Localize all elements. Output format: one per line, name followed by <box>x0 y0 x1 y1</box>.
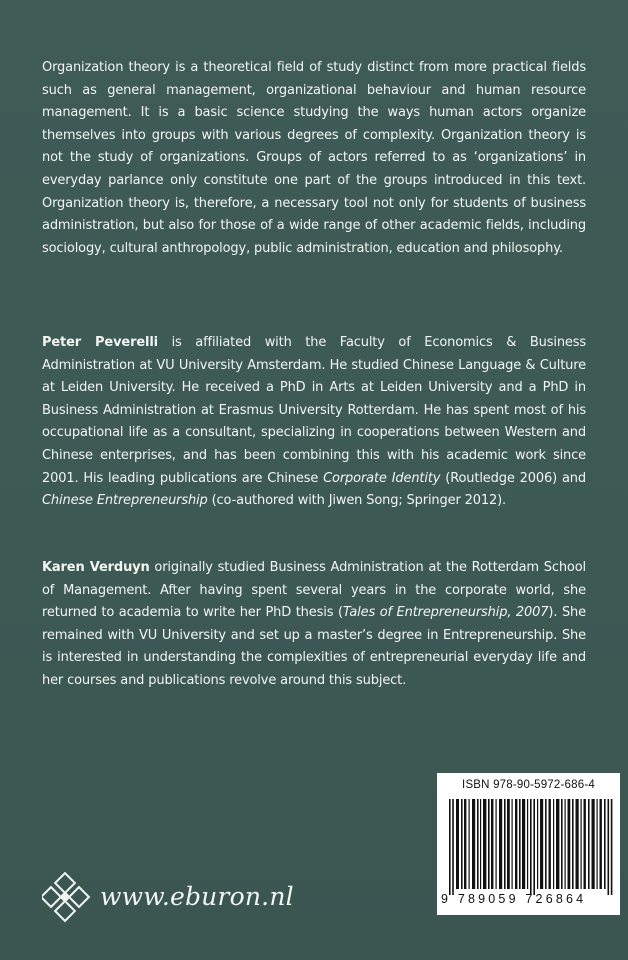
bio-text: originally studied Business Administration at the Rotterdam School of Management. After having spent several years in the corporate world, she returned to academia to write her PhD thesis ( <box>42 560 586 621</box>
bio-text: ). She remained with VU University and set up a master’s degree in Entrepreneurship. She is interested in understanding the complexities of entrepreneurial everyday life and her courses and publications revolve around this subject. <box>42 605 586 688</box>
barcode-digits: 9 789059 726864 <box>441 892 587 906</box>
author-bio-verduyn <box>42 557 586 693</box>
book-title: Chinese Entrepreneurship <box>42 493 208 509</box>
publisher-url: www.eburon.nl <box>100 882 294 911</box>
book-title: Corporate Identity <box>323 470 441 486</box>
author-name: Karen Verduyn <box>42 560 150 575</box>
thesis-title: Tales of Entrepreneurship, 2007 <box>342 605 549 621</box>
isbn-barcode <box>437 773 620 915</box>
barcode-bars <box>449 799 617 895</box>
bio-text: (Routledge 2006) and <box>440 470 586 486</box>
isbn-label: ISBN 978-90-5972-686-4 <box>462 779 595 791</box>
bio-text: is affiliated with the Faculty of Economics & Business Administration at VU University Amsterdam. He studied Chinese Language & Culture at Leiden University. He received a PhD in Arts at Leiden University and a PhD in Business Administration at Erasmus University Rotterdam. He has spent most of his occupational life as a consultant, specializing in cooperations between Western and Chinese enterprises, and has been combining this with his academic work since 2001. His leading publications are Chinese <box>42 335 587 486</box>
author-bio-peverelli <box>42 332 586 513</box>
publisher-logo <box>42 870 302 930</box>
eburon-diamond-icon <box>42 872 98 928</box>
book-blurb: Organization theory is a theoretical field of study distinct from more practical fields such as general management, organizational behaviour and human resource management. It is a basic science studying the ways human actors organize themselves into groups with various degrees of complexity. Organization theory is not the study of organizations. Groups of actors referred to as ‘organizations’ in everyday parlance only constitute one part of the groups introduced in this text. Organization theory is, therefore, a necessary tool not only for students of business administration, but also for those of a wide range of other academic fields, including sociology, cultural anthropology, public administration, education and philosophy. <box>42 60 586 256</box>
bio-text: (co-authored with Jiwen Song; Springer 2012). <box>207 493 507 509</box>
author-name: Peter Peverelli <box>42 335 158 350</box>
